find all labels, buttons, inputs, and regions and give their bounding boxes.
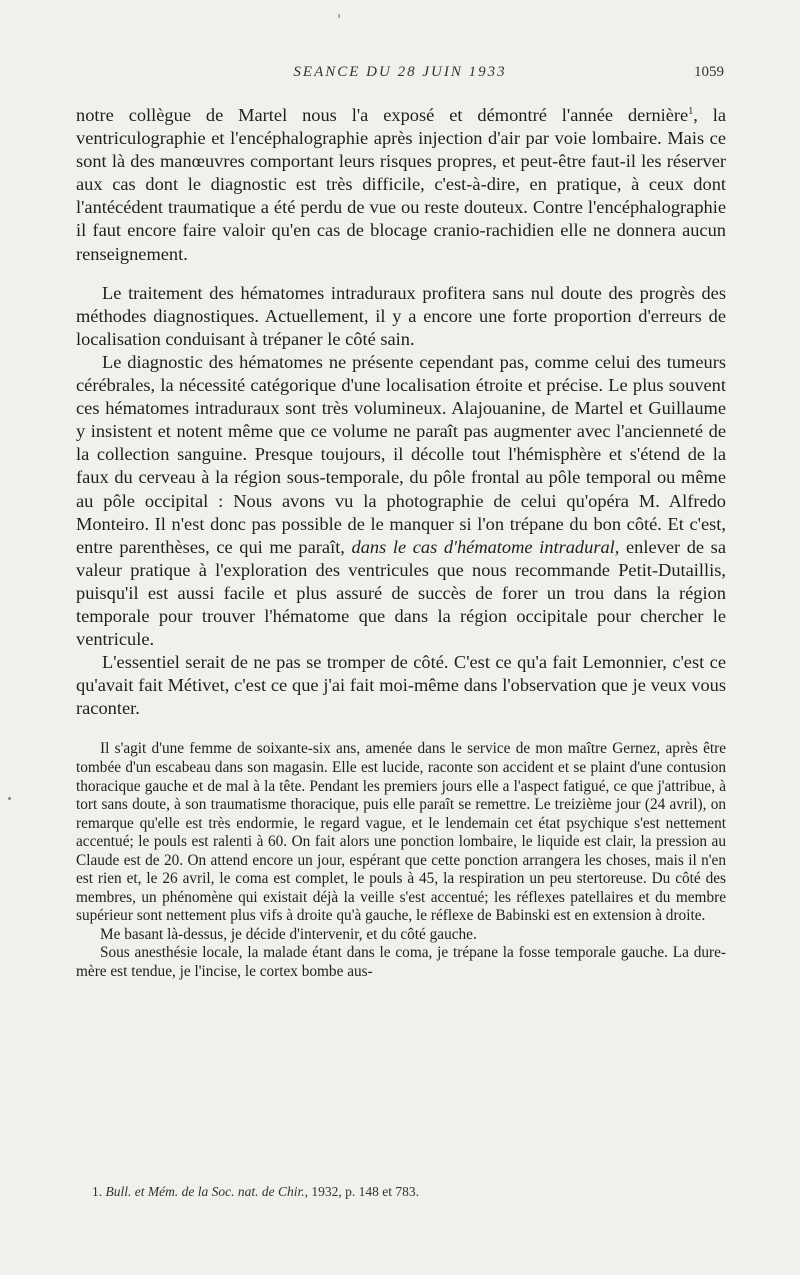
paragraph-1-end: , la ventriculographie et l'encéphalographie après injection d'air par voie lombaire. Mais ce sont là des manœuvres comportant leurs risques propres, et peut-être faut-il les réserver aux cas dont le diagnostic est très difficile, c'est-à-dire, en pratique, à ceux dont l'antécédent traumatique a été perdu de vue ou reste douteux. Contre l'encéphalographie il faut encore faire valoir qu'en cas de blocage cranio-rachidien elle ne donnera aucun renseignement.	[76, 105, 726, 264]
footnote-marker: 1	[688, 106, 694, 117]
footnote-tail: , 1932, p. 148 et 783.	[304, 1184, 419, 1199]
paragraph-3-start: Le diagnostic des hématomes ne présente cependant pas, comme celui des tumeurs cérébrales, la nécessité catégorique d'une localisation étroite et précise. Le plus souvent ces hématomes intraduraux sont très volumineux. Alajouanine, de Martel et Guillaume y insistent et notent même que ce volume ne paraît pas augmenter avec l'ancienneté de la collection sanguine. Presque toujours, il décolle tout l'hémisphère et s'étend de la faux du cerveau à la région sous-temporale, du pôle frontal au pôle temporal ou même au pôle occipital : Nous avons vu la photographie de celui qu'opéra M. Alfredo Monteiro. Il n'est donc pas possible de le manquer si l'on trépane du bon côté. Et c'est, entre parenthèses, ce qui me paraît,	[76, 351, 726, 557]
observation-paragraph-2: Me basant là-dessus, je décide d'intervenir, et du côté gauche.	[100, 925, 477, 943]
body-text	[76, 104, 726, 982]
paragraph-3	[76, 351, 726, 651]
scan-speck	[338, 14, 340, 18]
paragraph-4: L'essentiel serait de ne pas se tromper de côté. C'est ce qu'a fait Lemonnier, c'est ce qu'avait fait Métivet, c'est ce que j'ai fait moi-même dans l'observation que je veux vous raconter.	[76, 652, 726, 719]
footnote	[92, 1184, 419, 1200]
footnote-reference: Bull. et Mém. de la Soc. nat. de Chir.	[105, 1184, 305, 1199]
paragraph-2: Le traitement des hématomes intraduraux profitera sans nul doute des progrès des méthodes diagnostiques. Actuellement, il y a encore une forte proportion d'erreurs de localisation conduisant à trépaner le côté sain.	[76, 282, 726, 349]
margin-dot	[8, 797, 11, 800]
header-title: SEANCE DU 28 JUIN 1933	[293, 64, 507, 80]
observation-paragraph-3: Sous anesthésie locale, la malade étant dans le coma, je trépane la fosse temporale gauche. La dure-mère est tendue, je l'incise, le cortex bombe aus-	[76, 944, 726, 980]
footnote-number: 1.	[92, 1184, 103, 1199]
running-header	[0, 64, 800, 86]
paragraph-3-italic: dans le cas d'hématome intradural,	[351, 536, 620, 557]
page-number: 1059	[694, 64, 724, 80]
paragraph-1-start: notre collègue de Martel nous l'a exposé et démontré l'année dernière	[76, 105, 689, 125]
observation-block	[76, 740, 726, 981]
observation-paragraph-1: Il s'agit d'une femme de soixante-six ans, amenée dans le service de mon maître Gernez, après être tombée d'un escabeau dans son magasin. Elle est lucide, raconte son accident et se plaint d'une contusion thoracique gauche et de mal à la tête. Pendant les premiers jours elle a l'aspect fatigué, ce que j'attribue, à tort sans doute, à son traumatisme thoracique, puis elle paraît se remettre. Le treizième jour (24 avril), on remarque qu'elle est très endormie, le regard vague, et le lendemain cet état psychique s'est nettement accentué; le pouls est ralenti à 60. On fait alors une ponction lombaire, le liquide est clair, la pression au Claude est de 20. On attend encore un jour, espérant que cette ponction arrangera les choses, mais il n'en est rien et, le 26 avril, le coma est complet, le pouls à 45, la respiration un peu stertoreuse. Du côté des membres, un phénomène qui existait déjà la veille s'est accentué; les réflexes patellaires et du membre supérieur sont nettement plus vifs à droite qu'à gauche, le réflexe de Babinski est en extension à droite.	[76, 740, 726, 925]
paragraph-1	[76, 104, 726, 266]
paragraph-3-end: enlever de sa valeur pratique à l'exploration des ventricules que nous recommande Petit-Dutaillis, puisqu'il est aussi facile et plus assuré de succès de forer un trou dans la région temporale pour trouver l'hématome que dans la région occipitale pour chercher le ventricule.	[76, 536, 726, 650]
